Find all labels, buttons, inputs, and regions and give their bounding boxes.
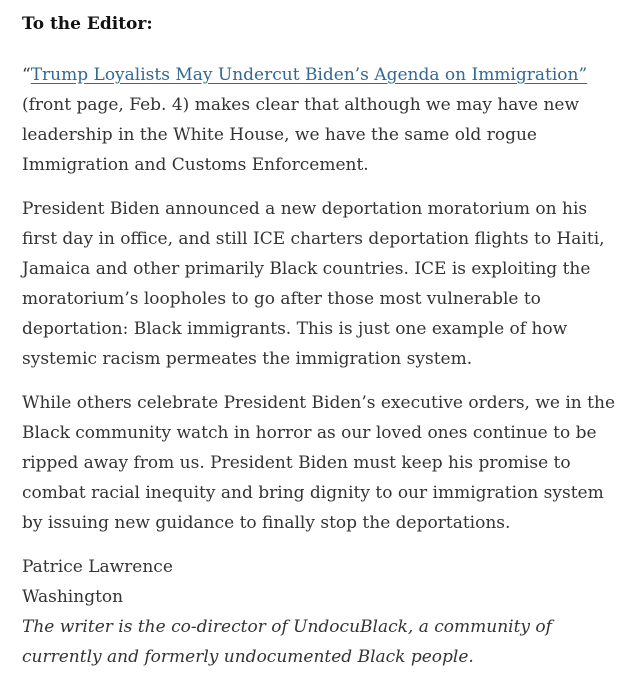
paragraph-1 xyxy=(22,60,626,180)
author-location: Washington xyxy=(22,587,124,607)
salutation: To the Editor: xyxy=(22,14,153,34)
open-quote: “ xyxy=(22,65,31,85)
paragraph-1-text: (front page, Feb. 4) makes clear that although we may have new leadership in the White House, we have the same old rogue Immigration and Customs Enforcement. xyxy=(22,95,580,175)
paragraph-3: While others celebrate President Biden’s executive orders, we in the Black community watch in horror as our loved ones continue to be ripped away from us. President Biden must keep his promise to combat racial inequity and bring dignity to our immigration system by issuing new guidance to finally stop the deportations. xyxy=(22,393,615,533)
author-name: Patrice Lawrence xyxy=(22,557,173,577)
article-link[interactable]: Trump Loyalists May Undercut Biden’s Agenda on Immigration” xyxy=(30,65,588,85)
author-bio: The writer is the co-director of UndocuBlack, a community of currently and formerly undocumented Black people. xyxy=(22,617,552,667)
paragraph-2: President Biden announced a new deportation moratorium on his first day in office, and still ICE charters deportation flights to Haiti, Jamaica and other primarily Black countries. ICE is exploiting the moratorium’s loopholes to go after those most vulnerable to deportation: Black immigrants. This is just one example of how systemic racism permeates the immigration system. xyxy=(22,199,605,369)
signature-block xyxy=(22,552,626,672)
